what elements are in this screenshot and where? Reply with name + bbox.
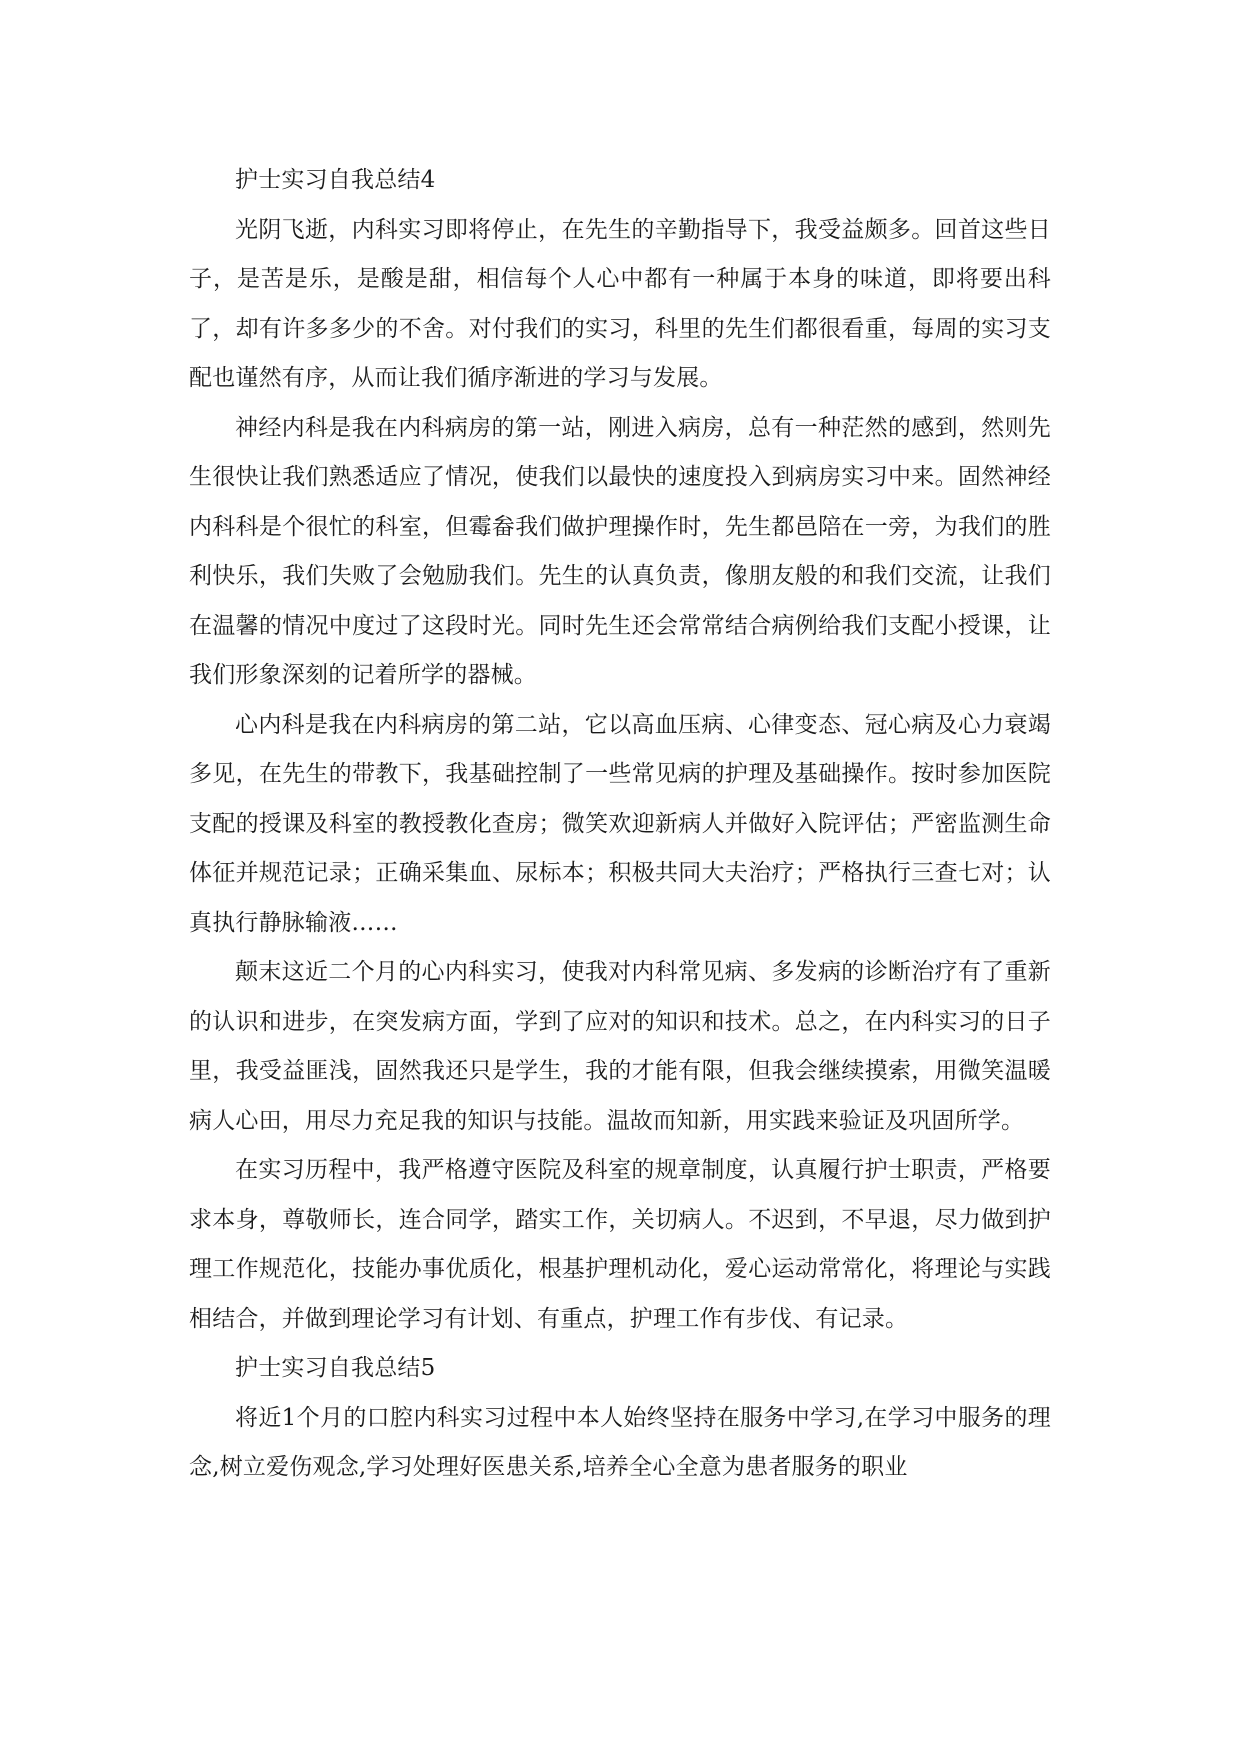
- body-paragraph: 神经内科是我在内科病房的第一站，刚进入病房，总有一种茫然的感到，然则先生很快让我们熟悉适应了情况，使我们以最快的速度投入到病房实习中来。固然神经内科科是个很忙的科室，但霉畚我们做护理操作时，先生都邑陪在一旁，为我们的胜利快乐，我们失败了会勉励我们。先生的认真负责，像朋友般的和我们交流，让我们在温馨的情况中度过了这段时光。同时先生还会常常结合病例给我们支配小授课，让我们形象深刻的记着所学的器械。: [189, 414, 1051, 688]
- body-paragraph: 光阴飞逝，内科实习即将停止，在先生的辛勤指导下，我受益颇多。回首这些日子，是苦是乐，是酸是甜，相信每个人心中都有一种属于本身的味道，即将要出科了，却有许多多少的不舍。对付我们的实习，科里的先生们都很看重，每周的实习支配也谨然有序，从而让我们循序渐进的学习与发展。: [189, 216, 1051, 391]
- body-paragraph: 心内科是我在内科病房的第二站，它以高血压病、心律变态、冠心病及心力衰竭多见，在先生的带教下，我基础控制了一些常见病的护理及基础操作。按时参加医院支配的授课及科室的教授教化查房；微笑欢迎新病人并做好入院评估；严密监测生命体征并规范记录；正确采集血、尿标本；积极共同大夫治疗；严格执行三查七对；认真执行静脉输液……: [189, 711, 1051, 936]
- section-heading: 护士实习自我总结4: [235, 167, 436, 193]
- body-paragraph: 颠末这近二个月的心内科实习，使我对内科常见病、多发病的诊断治疗有了重新的认识和进步，在突发病方面，学到了应对的知识和技术。总之，在内科实习的日子里，我受益匪浅，固然我还只是学生，我的才能有限，但我会继续摸索，用微笑温暖病人心田，用尽力充足我的知识与技能。温故而知新，用实践来验证及巩固所学。: [189, 959, 1051, 1134]
- document-body: [189, 156, 1051, 1493]
- body-paragraph: 在实习历程中，我严格遵守医院及科室的规章制度，认真履行护士职责，严格要求本身，尊敬师长，连合同学，踏实工作，关切病人。不迟到，不早退，尽力做到护理工作规范化，技能办事优质化，根基护理机动化，爱心运动常常化，将理论与实践相结合，并做到理论学习有计划、有重点，护理工作有步伐、有记录。: [189, 1157, 1051, 1332]
- body-paragraph: 将近1个月的口腔内科实习过程中本人始终坚持在服务中学习,在学习中服务的理念,树立爱伤观念,学习处理好医患关系,培养全心全意为患者服务的职业: [189, 1404, 1051, 1480]
- section-heading: 护士实习自我总结5: [235, 1355, 436, 1381]
